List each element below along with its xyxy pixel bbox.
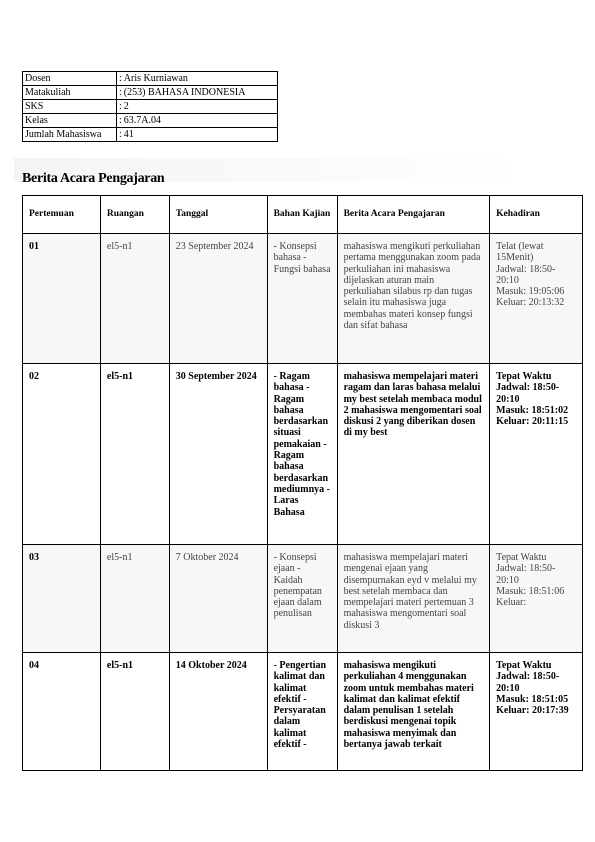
table-row (23, 653, 583, 771)
info-value: : Aris Kurniawan (117, 72, 278, 86)
attendance-out: Keluar: 20:13:32 (496, 297, 565, 309)
cell-ruangan: el5-n1 (100, 234, 169, 364)
attendance-in: Masuk: 18:51:06 (496, 585, 565, 597)
info-value-text: (253) BAHASA INDONESIA (123, 87, 246, 98)
info-value: : 63.7A.04 (117, 114, 278, 128)
column-header-pertemuan: Pertemuan (23, 196, 101, 234)
cell-pertemuan: 04 (23, 653, 101, 771)
attendance-in: Masuk: 18:51:05 (496, 693, 569, 705)
info-row (23, 128, 278, 142)
cell-kehadiran (490, 364, 583, 545)
info-value-text: 41 (123, 129, 134, 140)
cell-berita-acara: mahasiswa mengikuti perkuliahan 4 menggunakan zoom untuk membahas materi kalimat dan kalimat efektif dalam penulisan 1 setelah berdiskusi mengenai topik mahasiswa menyimak dan bertanya jawab terkait (337, 653, 490, 771)
column-header-ruangan: Ruangan (100, 196, 169, 234)
attendance-in: Masuk: 19:05:06 (496, 286, 565, 298)
column-header-kehadiran: Kehadiran (490, 196, 583, 234)
column-header-bahan-kajian: Bahan Kajian (267, 196, 337, 234)
attendance-schedule: Jadwal: 18:50-20:10 (496, 563, 556, 586)
attendance-status: Telat (lewat 15Menit) (496, 241, 544, 264)
attendance-out: Keluar: 20:11:15 (496, 416, 569, 428)
attendance-table (22, 195, 583, 771)
attendance-schedule: Jadwal: 18:50-20:10 (496, 263, 556, 286)
cell-pertemuan: 03 (23, 545, 101, 653)
attendance-status: Tepat Waktu (496, 371, 552, 382)
cell-tanggal: 7 Oktober 2024 (169, 545, 267, 653)
cell-ruangan: el5-n1 (100, 364, 169, 545)
cell-berita-acara: mahasiswa mempelajari materi ragam dan laras bahasa melalui my best setelah membaca modul 2 mahasiswa mengomentari soal diskusi 2 yang diberikan dosen di my best (337, 364, 490, 545)
table-header-row (23, 196, 583, 234)
cell-kehadiran (490, 234, 583, 364)
cell-tanggal: 30 September 2024 (169, 364, 267, 545)
info-row (23, 114, 278, 128)
attendance-status: Tepat Waktu (496, 660, 552, 671)
info-row (23, 72, 278, 86)
cell-ruangan: el5-n1 (100, 545, 169, 653)
course-info-table (22, 71, 278, 142)
page-title: Berita Acara Pengajaran (22, 171, 165, 186)
cell-pertemuan: 02 (23, 364, 101, 545)
cell-berita-acara: mahasiswa mempelajari materi mengenai ejaan yang disempurnakan eyd v melalui my best setelah membaca dan mempelajari materi pertemuan 3 mahasiswa mengomentari soal diskusi 3 (337, 545, 490, 653)
attendance-out: Keluar: (496, 597, 527, 609)
attendance-in: Masuk: 18:51:02 (496, 404, 569, 416)
cell-bahan-kajian: - Konsepsi bahasa - Fungsi bahasa (267, 234, 337, 364)
info-value: : (253) BAHASA INDONESIA (117, 86, 278, 100)
attendance-out: Keluar: 20:17:39 (496, 705, 569, 717)
cell-bahan-kajian: - Pengertian kalimat dan kalimat efektif - Persyaratan dalam kalimat efektif - (267, 653, 337, 771)
cell-pertemuan: 01 (23, 234, 101, 364)
info-key: Matakuliah (23, 86, 117, 100)
cell-bahan-kajian: - Ragam bahasa - Ragam bahasa berdasarkan situasi pemakaian - Ragam bahasa berdasarkan mediumnya - Laras Bahasa (267, 364, 337, 545)
column-header-tanggal: Tanggal (169, 196, 267, 234)
table-row (23, 364, 583, 545)
cell-berita-acara: mahasiswa mengikuti perkuliahan pertama menggunakan zoom pada perkuliahan ini mahasiswa dijelaskan aturan main perkuliahan silabus rp dan tugas selain itu mahasiswa juga membahas materi konsep fungsi dan sifat bahasa (337, 234, 490, 364)
info-value-text: Aris Kurniawan (123, 73, 188, 84)
attendance-schedule: Jadwal: 18:50-20:10 (496, 382, 560, 405)
cell-tanggal: 23 September 2024 (169, 234, 267, 364)
cell-ruangan: el5-n1 (100, 653, 169, 771)
cell-bahan-kajian: - Konsepsi ejaan - Kaidah penempatan ejaan dalam penulisan (267, 545, 337, 653)
info-key: Jumlah Mahasiswa (23, 128, 117, 142)
info-row (23, 100, 278, 114)
cell-tanggal: 14 Oktober 2024 (169, 653, 267, 771)
info-key: SKS (23, 100, 117, 114)
info-value-text: 2 (123, 101, 129, 112)
table-row (23, 545, 583, 653)
info-value-text: 63.7A.04 (123, 115, 162, 126)
info-key: Dosen (23, 72, 117, 86)
info-row (23, 86, 278, 100)
table-row (23, 234, 583, 364)
cell-kehadiran (490, 653, 583, 771)
column-header-berita-acara: Berita Acara Pengajaran (337, 196, 490, 234)
info-value: : 2 (117, 100, 278, 114)
info-value: : 41 (117, 128, 278, 142)
cell-kehadiran (490, 545, 583, 653)
attendance-schedule: Jadwal: 18:50-20:10 (496, 671, 560, 694)
info-key: Kelas (23, 114, 117, 128)
attendance-status: Tepat Waktu (496, 552, 547, 563)
